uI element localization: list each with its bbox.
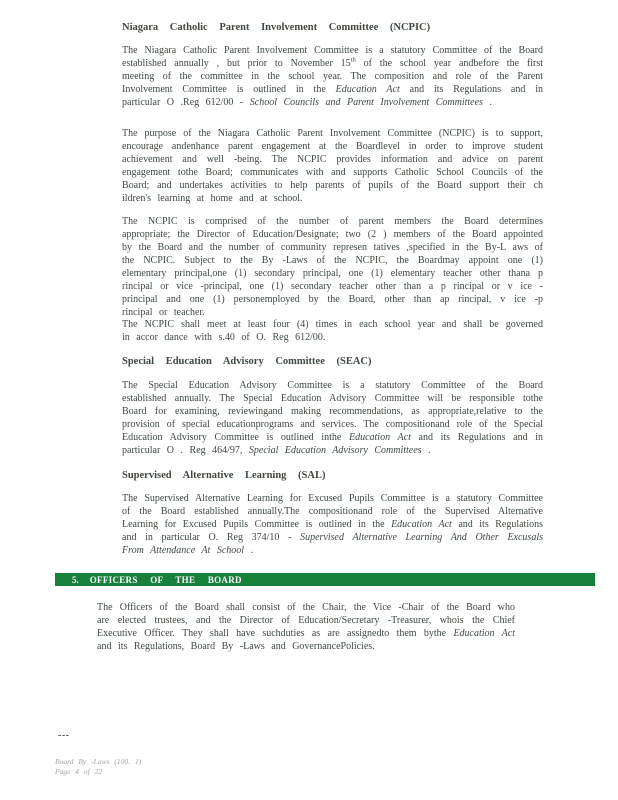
separator-dashes: --- (58, 730, 70, 741)
heading-sal: Supervised Alternative Learning (SAL) (122, 470, 326, 481)
paragraph-ncpic-composition: The NCPIC is comprised of the number of parent members the Board determines appropriate; the Director of Education/Designate; two (2 ) members of the Board appointed by the Board and the number of community represen tatives ,specified in the By-L aws of the NCPIC. Subject to the By -Laws of the NCPIC, the Boardmay appoint one (1) elementary principal,one (1) secondary principal, one (1) elementary teacher other thana p rincipal or vice -principal, one (1) secondary teacher other than a p rincipal or v ice -principal and one (1) personemployed by the Board, other than ap rincipal, v ice -p rincipal or teacher. (122, 216, 543, 318)
page-footer (55, 757, 141, 776)
paragraph-ncpic-intro: The Niagara Catholic Parent Involvement Committee is a statutory Committee of the Board established annually , but prior to November 15th of the school year andbefore the first meeting of the committee in the school year. The composition and role of the Parent Involvement Committee is outlined in the Education Act and its Regulations and in particular O .Reg 612/00 - School Councils and Parent Involvement Committees . (122, 45, 543, 108)
heading-seac: Special Education Advisory Committee (SEAC) (122, 356, 372, 367)
heading-ncpic: Niagara Catholic Parent Involvement Committee (NCPIC) (122, 22, 431, 33)
footer-doc-title: Board By -Laws (100. 1) (55, 757, 142, 766)
paragraph-ncpic-purpose: The purpose of the Niagara Catholic Parent Involvement Committee (NCPIC) is to support, encourage andenhance parent engagement at the Boardlevel in order to improve student achievement and well -being. The NCPIC provides information and advice on parent engagement tothe Board; communicates with and supports Catholic School Councils of the Board; and undertakes activities to help parents of pupils of the Board support their ch ildren's learning at home and at school. (122, 128, 543, 204)
paragraph-officers: The Officers of the Board shall consist of the Chair, the Vice -Chair of the Board who are elected trustees, and the Director of Education/Secretary -Treasurer, whois the Chief Executive Officer. They shall have suchduties as are assignedto them bythe Education Act and its Regulations, Board By -Laws and GovernancePolicies. (97, 602, 516, 652)
paragraph-ncpic-meetings: The NCPIC shall meet at least four (4) times in each school year and shall be governed in accor dance with s.40 of O. Reg 612/00. (122, 319, 543, 343)
section-number: 5. (72, 574, 79, 585)
section-title: OFFICERS OF THE BOARD (89, 574, 242, 585)
paragraph-seac: The Special Education Advisory Committee is a statutory Committee of the Board established annually. The Special Education Advisory Committee will be responsible tothe Board for examining, reviewingand making recommendations, as appropriate,relative to the provision of special educationprograms and services. The compositionand role of the Special Education Advisory Committee is outlined inthe Education Act and its Regulations and in particular O . Reg 464/97, Special Education Advisory Committees . (122, 380, 544, 456)
footer-page-number: Page 4 of 22 (55, 766, 103, 776)
section-5-header-bar (55, 573, 595, 586)
paragraph-sal: The Supervised Alternative Learning for Excused Pupils Committee is a statutory Committee of the Board established annually.The compositionand role of the Supervised Alternative Learning for Excused Pupils Committee is outlined in the Education Act and its Regulations and in particular O. Reg 374/10 - Supervised Alternative Learning And Other Excusals From Attendance At School . (122, 493, 543, 556)
